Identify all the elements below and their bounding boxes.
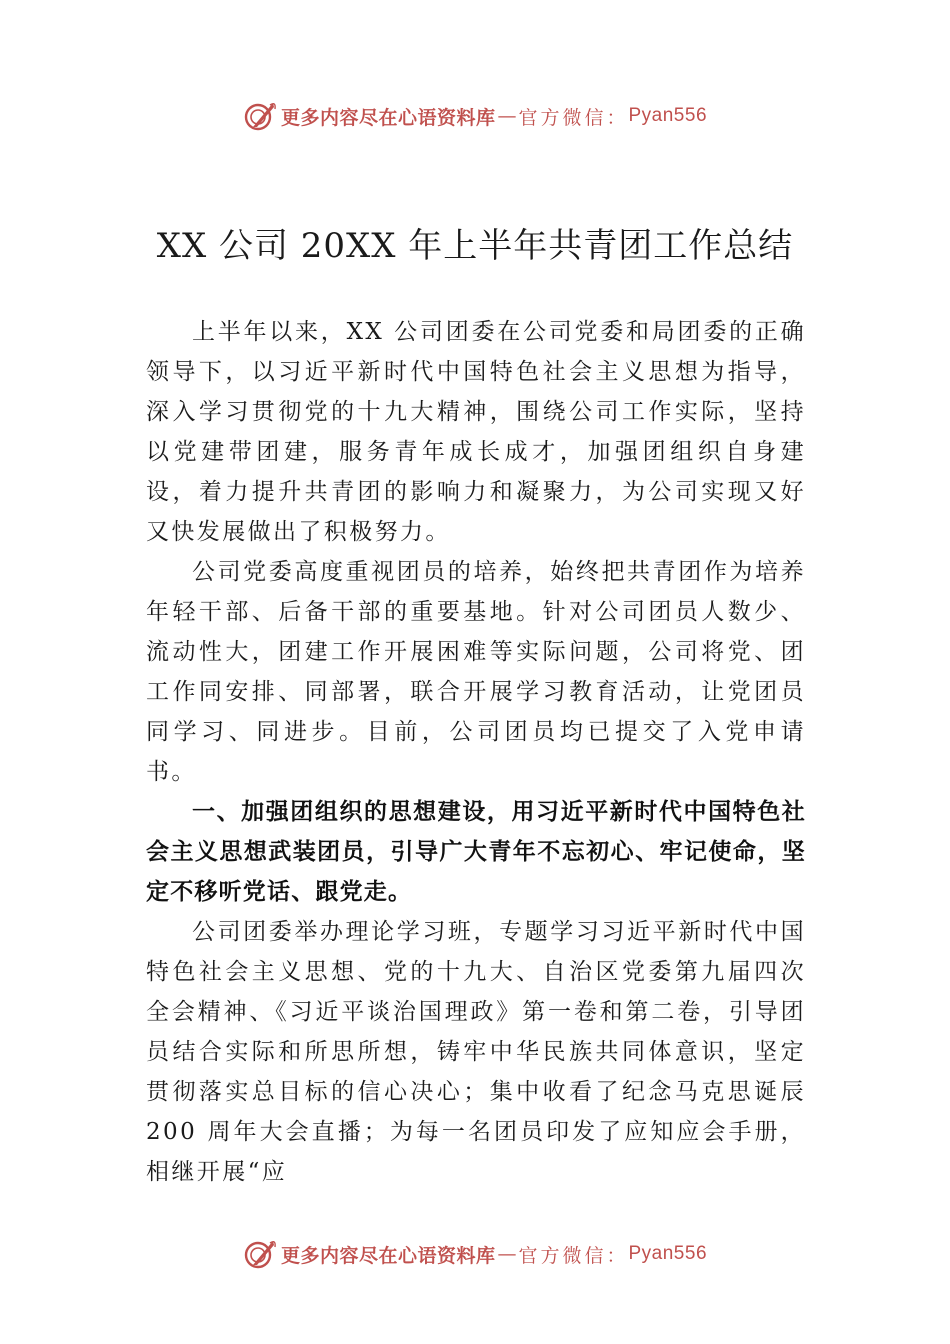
section-heading-1: 一、加强团组织的思想建设，用习近平新时代中国特色社会主义思想武装团员，引导广大青年不忘初心、牢记使命，坚定不移听党话、跟党走。 xyxy=(146,799,806,905)
watermark-wechat-id: Pyan556 xyxy=(628,1243,708,1264)
watermark-label: 官方微信： xyxy=(518,106,629,129)
watermark-dash: — xyxy=(497,105,517,127)
document-title: XX 公司 20XX 年上半年共青团工作总结 xyxy=(156,226,794,266)
watermark-label: 官方微信： xyxy=(518,1244,629,1267)
watermark-dash: — xyxy=(497,1243,517,1265)
quill-logo-icon xyxy=(243,99,277,133)
document-body xyxy=(146,312,806,1192)
quill-logo-icon xyxy=(243,1237,277,1271)
paragraph-intro: 上半年以来，XX 公司团委在公司党委和局团委的正确领导下，以习近平新时代中国特色社会主义思想为指导，深入学习贯彻党的十九大精神，围绕公司工作实际，坚持以党建带团建，服务青年成长成才，加强团组织自身建设，着力提升共青团的影响力和凝聚力，为公司实现又好又快发展做出了积极努力。 xyxy=(146,319,806,545)
watermark-header xyxy=(0,96,950,136)
watermark-wechat-id: Pyan556 xyxy=(628,105,708,126)
watermark-text: 更多内容尽在心语资料库 xyxy=(280,106,496,129)
watermark-footer xyxy=(0,1234,950,1274)
paragraph-training: 公司党委高度重视团员的培养，始终把共青团作为培养年轻干部、后备干部的重要基地。针对公司团员人数少、流动性大，团建工作开展困难等实际问题，公司将党、团工作同安排、同部署，联合开展学习教育活动，让党团员同学习、同进步。目前，公司团员均已提交了入党申请书。 xyxy=(146,559,806,785)
paragraph-study-class: 公司团委举办理论学习班，专题学习习近平新时代中国特色社会主义思想、党的十九大、自治区党委第九届四次全会精神、《习近平谈治国理政》第一卷和第二卷，引导团员结合实际和所思所想，铸牢中华民族共同体意识，坚定贯彻落实总目标的信心决心；集中收看了纪念马克思诞辰 200 周年大会直播；为每一名团员印发了应知应会手册，相继开展“应 xyxy=(146,919,806,1185)
watermark-text: 更多内容尽在心语资料库 xyxy=(280,1244,496,1267)
